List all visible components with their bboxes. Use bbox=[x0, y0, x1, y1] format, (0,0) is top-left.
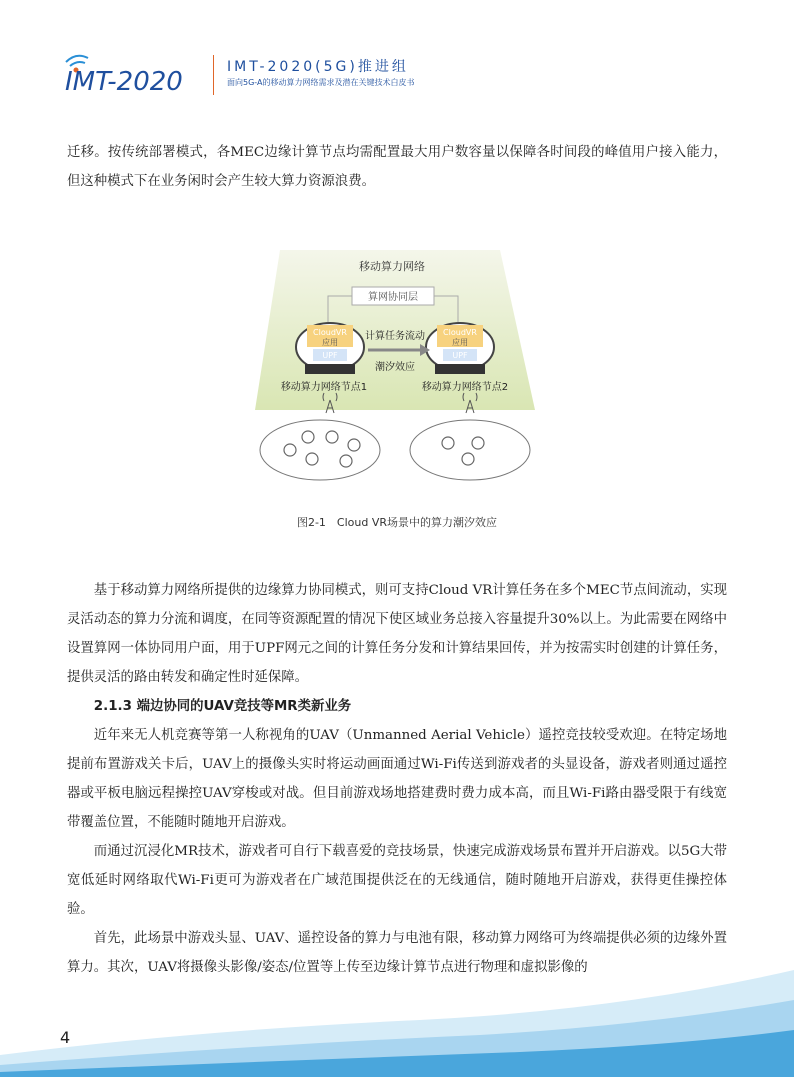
upf-label-node2: UPF bbox=[452, 351, 468, 360]
app-label-node2: CloudVR bbox=[443, 328, 477, 337]
imt2020-logo bbox=[62, 50, 207, 96]
section-heading: 2.1.3 端边协同的UAV竞技等MR类新业务 bbox=[93, 699, 352, 714]
upf-label-node1: UPF bbox=[322, 351, 338, 360]
paragraph: 而通过沉浸化MR技术，游戏者可自行下载喜爱的竞技场景，快速完成游戏场景布置并开启游戏。以5G大带宽低延时网络取代Wi-Fi更可为游戏者在广域范围提供泛在的无线通信，随时随地开启游戏，获得更佳操控体验。 bbox=[67, 844, 727, 917]
header-separator bbox=[213, 55, 214, 95]
app-sublabel-node1: 应用 bbox=[322, 338, 338, 347]
server-icon bbox=[305, 364, 355, 374]
user-group-2 bbox=[410, 420, 530, 480]
paragraph: 基于移动算力网络所提供的边缘算力协同模式，则可支持Cloud VR计算任务在多个MEC节点间流动，实现灵活动态的算力分流和调度，在同等资源配置的情况下使区域业务总接入容量提升30%以上。为此需要在网络中设置算网一体协同用户面，用于UPF网元之间的计算任务分发和计算结果回传，并为按需实时创建的计算任务，提供灵活的路由转发和确定性时延保障。 bbox=[67, 583, 727, 685]
paragraph-block-top bbox=[67, 138, 727, 196]
figure-caption: 图2-1 Cloud VR场景中的算力潮汐效应 bbox=[296, 516, 498, 529]
paragraph: 首先，此场景中游戏头显、UAV、遥控设备的算力与电池有限，移动算力网络可为终端提供必须的边缘外置算力。其次，UAV将摄像头影像/姿态/位置等上传至边缘计算节点进行物理和虚拟影像的 bbox=[67, 931, 727, 975]
figure-cloud-vr-diagram bbox=[250, 245, 550, 495]
page-header bbox=[0, 0, 794, 110]
node2-label: 移动算力网络节点2 bbox=[421, 382, 509, 393]
layer-label: 算网协同层 bbox=[368, 292, 418, 303]
paragraph: 近年来无人机竞赛等第一人称视角的UAV（Unmanned Aerial Vehicle）遥控竞技较受欢迎。在特定场地提前布置游戏关卡后，UAV上的摄像头实时将运动画面通过Wi-Fi传送到游戏者的头显设备，游戏者则通过遥控器或平板电脑远程操控UAV穿梭或对战。但目前游戏场地搭建费时费力成本高，而且Wi-Fi路由器受限于有线宽带覆盖位置，不能随时随地开启游戏。 bbox=[67, 728, 727, 830]
app-label-node1: CloudVR bbox=[313, 328, 347, 337]
header-subtitle: 面向5G-A的移动算力网络需求及潜在关键技术白皮书 bbox=[227, 78, 415, 87]
app-sublabel-node2: 应用 bbox=[452, 338, 468, 347]
network-title: 移动算力网络 bbox=[359, 260, 425, 273]
paragraph-block-mid bbox=[67, 576, 727, 982]
header-title: IMT-2020(5G)推进组 bbox=[227, 59, 409, 75]
logo-text: IMT-2020 bbox=[65, 67, 183, 96]
paragraph: 迁移。按传统部署模式，各MEC边缘计算节点均需配置最大用户数容量以保障各时间段的峰值用户接入能力，但这种模式下在业务闲时会产生较大算力资源浪费。 bbox=[67, 145, 727, 189]
node1-label: 移动算力网络节点1 bbox=[280, 382, 368, 393]
effect-label: 潮汐效应 bbox=[375, 362, 415, 373]
user-group-1 bbox=[260, 420, 380, 480]
server-icon bbox=[435, 364, 485, 374]
flow-label: 计算任务流动 bbox=[365, 331, 425, 342]
footer-wave-decoration bbox=[0, 960, 794, 1077]
page-number: 4 bbox=[60, 1028, 71, 1047]
